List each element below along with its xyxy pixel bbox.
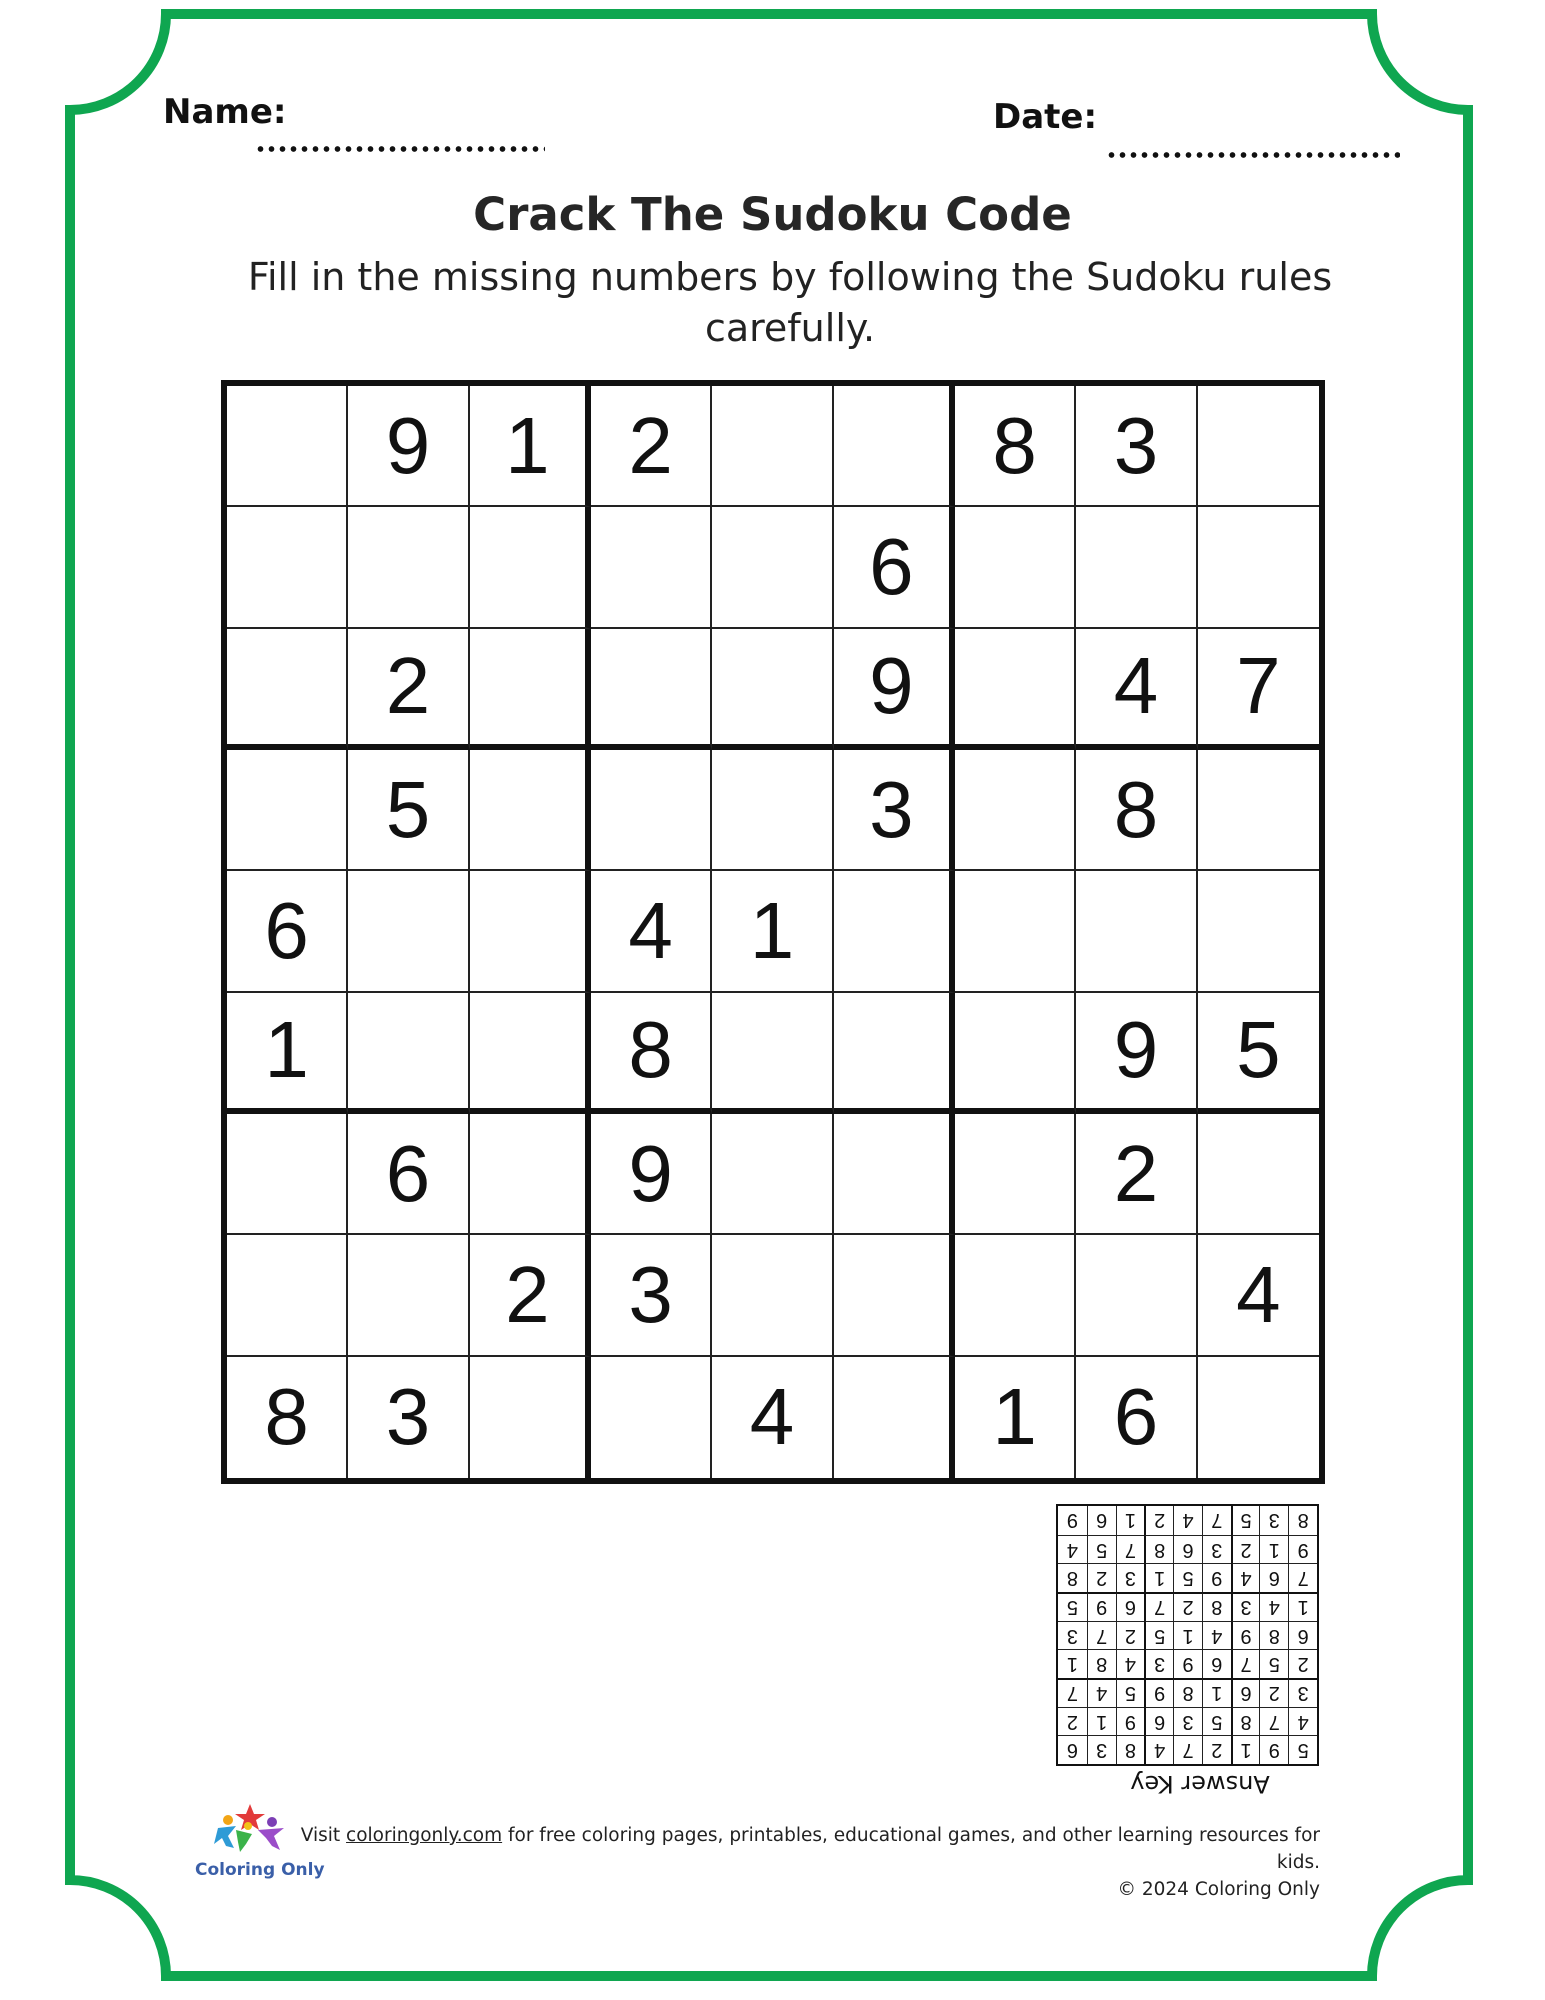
sudoku-cell-r7c5[interactable]	[712, 1114, 833, 1235]
answer-key-cell-r6c8: 9	[1087, 1592, 1116, 1621]
answer-key-cell-r1c7: 8	[1116, 1735, 1145, 1764]
answer-key-cell-r4c4: 6	[1202, 1649, 1231, 1678]
answer-key-cell-r6c1: 1	[1288, 1592, 1317, 1621]
answer-key-cell-r9c3: 5	[1231, 1506, 1260, 1535]
sudoku-cell-r4c1[interactable]	[227, 750, 348, 871]
sudoku-cell-r2c8[interactable]	[1076, 507, 1197, 628]
sudoku-cell-r4c9[interactable]	[1198, 750, 1319, 871]
sudoku-cell-r5c5[interactable]: 1	[712, 871, 833, 992]
logo-text: Coloring Only	[195, 1860, 325, 1880]
sudoku-cell-r6c4[interactable]: 8	[591, 993, 712, 1114]
sudoku-cell-r2c6[interactable]: 6	[834, 507, 955, 628]
sudoku-cell-r4c2[interactable]: 5	[348, 750, 469, 871]
answer-key-cell-r8c7: 7	[1116, 1535, 1145, 1564]
answer-key-cell-r8c9: 4	[1058, 1535, 1087, 1564]
sudoku-cell-r5c6[interactable]	[834, 871, 955, 992]
sudoku-cell-r3c1[interactable]	[227, 629, 348, 750]
answer-key-cell-r6c7: 6	[1116, 1592, 1145, 1621]
sudoku-cell-r9c9[interactable]	[1198, 1357, 1319, 1478]
answer-key-cell-r3c6: 9	[1144, 1678, 1173, 1707]
sudoku-cell-r5c1[interactable]: 6	[227, 871, 348, 992]
answer-key-cell-r5c2: 8	[1259, 1621, 1288, 1650]
answer-key-cell-r1c4: 2	[1202, 1735, 1231, 1764]
sudoku-cell-r3c2[interactable]: 2	[348, 629, 469, 750]
answer-key-cell-r1c2: 9	[1259, 1735, 1288, 1764]
copyright: © 2024 Coloring Only	[1117, 1879, 1320, 1900]
answer-key-cell-r3c3: 6	[1231, 1678, 1260, 1707]
sudoku-cell-r1c3[interactable]: 1	[470, 386, 591, 507]
footer-visit-line: Visit coloringonly.com for free coloring pages, printables, educational games, and other learning resources for kids.	[300, 1825, 1320, 1873]
answer-key-cell-r3c4: 1	[1202, 1678, 1231, 1707]
answer-key-cell-r5c6: 5	[1144, 1621, 1173, 1650]
answer-key-cell-r2c8: 1	[1087, 1707, 1116, 1736]
sudoku-cell-r8c1[interactable]	[227, 1235, 348, 1356]
answer-key	[1056, 1504, 1319, 1766]
sudoku-cell-r1c7[interactable]: 8	[955, 386, 1076, 507]
answer-key-cell-r4c8: 8	[1087, 1649, 1116, 1678]
answer-key-cell-r4c9: 1	[1058, 1649, 1087, 1678]
name-line[interactable]	[255, 144, 545, 154]
sudoku-cell-r5c4[interactable]: 4	[591, 871, 712, 992]
answer-key-cell-r2c9: 2	[1058, 1707, 1087, 1736]
answer-key-cell-r6c4: 8	[1202, 1592, 1231, 1621]
date-line[interactable]	[1106, 150, 1400, 160]
sudoku-cell-r9c2[interactable]: 3	[348, 1357, 469, 1478]
sudoku-cell-r7c3[interactable]	[470, 1114, 591, 1235]
sudoku-cell-r3c5[interactable]	[712, 629, 833, 750]
sudoku-cell-r4c3[interactable]	[470, 750, 591, 871]
answer-key-cell-r2c4: 5	[1202, 1707, 1231, 1736]
sudoku-cell-r3c8[interactable]: 4	[1076, 629, 1197, 750]
sudoku-cell-r7c2[interactable]: 6	[348, 1114, 469, 1235]
sudoku-cell-r9c7[interactable]: 1	[955, 1357, 1076, 1478]
sudoku-cell-r2c5[interactable]	[712, 507, 833, 628]
answer-key-cell-r9c1: 8	[1288, 1506, 1317, 1535]
answer-key-cell-r6c9: 5	[1058, 1592, 1087, 1621]
answer-key-cell-r9c7: 1	[1116, 1506, 1145, 1535]
sudoku-cell-r6c8[interactable]: 9	[1076, 993, 1197, 1114]
answer-key-cell-r4c1: 2	[1288, 1649, 1317, 1678]
answer-key-cell-r1c5: 7	[1173, 1735, 1202, 1764]
sudoku-cell-r7c9[interactable]	[1198, 1114, 1319, 1235]
answer-key-cell-r5c3: 9	[1231, 1621, 1260, 1650]
page-title: Crack The Sudoku Code	[473, 188, 1072, 241]
sudoku-cell-r9c6[interactable]	[834, 1357, 955, 1478]
sudoku-cell-r8c8[interactable]	[1076, 1235, 1197, 1356]
sudoku-cell-r8c9[interactable]: 4	[1198, 1235, 1319, 1356]
sudoku-cell-r1c4[interactable]: 2	[591, 386, 712, 507]
sudoku-cell-r9c8[interactable]: 6	[1076, 1357, 1197, 1478]
sudoku-cell-r8c2[interactable]	[348, 1235, 469, 1356]
answer-key-cell-r3c7: 5	[1116, 1678, 1145, 1707]
answer-key-cell-r5c7: 2	[1116, 1621, 1145, 1650]
answer-key-cell-r2c6: 6	[1144, 1707, 1173, 1736]
sudoku-cell-r6c6[interactable]	[834, 993, 955, 1114]
answer-key-cell-r5c9: 3	[1058, 1621, 1087, 1650]
answer-key-grid	[1056, 1504, 1319, 1766]
sudoku-cell-r8c5[interactable]	[712, 1235, 833, 1356]
answer-key-cell-r9c5: 4	[1173, 1506, 1202, 1535]
answer-key-cell-r8c6: 8	[1144, 1535, 1173, 1564]
answer-key-cell-r2c1: 4	[1288, 1707, 1317, 1736]
sudoku-cell-r7c8[interactable]: 2	[1076, 1114, 1197, 1235]
answer-key-cell-r8c4: 3	[1202, 1535, 1231, 1564]
sudoku-cell-r8c4[interactable]: 3	[591, 1235, 712, 1356]
answer-key-cell-r1c8: 3	[1087, 1735, 1116, 1764]
sudoku-cell-r6c2[interactable]	[348, 993, 469, 1114]
answer-key-cell-r6c6: 7	[1144, 1592, 1173, 1621]
sudoku-cell-r4c4[interactable]	[591, 750, 712, 871]
answer-key-cell-r4c3: 7	[1231, 1649, 1260, 1678]
site-link[interactable]: coloringonly.com	[346, 1825, 503, 1846]
sudoku-cell-r4c6[interactable]: 3	[834, 750, 955, 871]
sudoku-cell-r7c6[interactable]	[834, 1114, 955, 1235]
sudoku-cell-r2c9[interactable]	[1198, 507, 1319, 628]
sudoku-cell-r5c9[interactable]	[1198, 871, 1319, 992]
name-label: Name:	[163, 92, 287, 132]
sudoku-cell-r4c8[interactable]: 8	[1076, 750, 1197, 871]
answer-key-cell-r6c2: 4	[1259, 1592, 1288, 1621]
answer-key-cell-r1c1: 5	[1288, 1735, 1317, 1764]
sudoku-cell-r3c9[interactable]: 7	[1198, 629, 1319, 750]
answer-key-cell-r9c2: 3	[1259, 1506, 1288, 1535]
sudoku-cell-r2c1[interactable]	[227, 507, 348, 628]
sudoku-cell-r7c7[interactable]	[955, 1114, 1076, 1235]
instructions: Fill in the missing numbers by following the Sudoku rules carefully.	[247, 255, 1333, 350]
answer-key-cell-r7c8: 2	[1087, 1563, 1116, 1592]
answer-key-cell-r5c8: 7	[1087, 1621, 1116, 1650]
sudoku-cell-r5c7[interactable]	[955, 871, 1076, 992]
answer-key-cell-r4c7: 4	[1116, 1649, 1145, 1678]
answer-key-cell-r2c5: 3	[1173, 1707, 1202, 1736]
sudoku-cell-r5c8[interactable]	[1076, 871, 1197, 992]
answer-key-cell-r7c5: 5	[1173, 1563, 1202, 1592]
answer-key-cell-r7c9: 8	[1058, 1563, 1087, 1592]
answer-key-cell-r4c5: 9	[1173, 1649, 1202, 1678]
answer-key-cell-r7c6: 1	[1144, 1563, 1173, 1592]
answer-key-cell-r1c6: 4	[1144, 1735, 1173, 1764]
sudoku-cell-r1c1[interactable]	[227, 386, 348, 507]
sudoku-cell-r2c7[interactable]	[955, 507, 1076, 628]
sudoku-cell-r1c6[interactable]	[834, 386, 955, 507]
answer-key-cell-r7c1: 7	[1288, 1563, 1317, 1592]
answer-key-cell-r3c8: 4	[1087, 1678, 1116, 1707]
answer-key-cell-r1c3: 1	[1231, 1735, 1260, 1764]
sudoku-cell-r8c3[interactable]: 2	[470, 1235, 591, 1356]
sudoku-cell-r8c7[interactable]	[955, 1235, 1076, 1356]
sudoku-cell-r9c3[interactable]	[470, 1357, 591, 1478]
answer-key-cell-r2c3: 8	[1231, 1707, 1260, 1736]
sudoku-cell-r2c4[interactable]	[591, 507, 712, 628]
answer-key-cell-r4c6: 3	[1144, 1649, 1173, 1678]
answer-key-cell-r3c1: 3	[1288, 1678, 1317, 1707]
date-label: Date:	[993, 97, 1098, 137]
sudoku-cell-r3c6[interactable]: 9	[834, 629, 955, 750]
answer-key-cell-r8c2: 1	[1259, 1535, 1288, 1564]
sudoku-cell-r5c2[interactable]	[348, 871, 469, 992]
answer-key-cell-r5c4: 4	[1202, 1621, 1231, 1650]
sudoku-cell-r1c5[interactable]	[712, 386, 833, 507]
sudoku-cell-r3c4[interactable]	[591, 629, 712, 750]
sudoku-cell-r1c9[interactable]	[1198, 386, 1319, 507]
answer-key-cell-r9c9: 9	[1066, 1509, 1078, 1532]
answer-key-cell-r1c9: 6	[1058, 1735, 1087, 1764]
sudoku-cell-r7c1[interactable]	[227, 1114, 348, 1235]
answer-key-cell-r3c2: 2	[1259, 1678, 1288, 1707]
sudoku-cell-r7c4[interactable]: 9	[591, 1114, 712, 1235]
answer-key-cell-r7c4: 9	[1202, 1563, 1231, 1592]
answer-key-cell-r9c6: 2	[1144, 1506, 1173, 1535]
answer-key-cell-r2c2: 7	[1259, 1707, 1288, 1736]
sudoku-cell-r3c3[interactable]	[470, 629, 591, 750]
answer-key-cell-r6c3: 3	[1231, 1592, 1260, 1621]
sudoku-grid	[221, 380, 1325, 1484]
answer-key-cell-r7c3: 4	[1231, 1563, 1260, 1592]
sudoku-cell-r6c3[interactable]	[470, 993, 591, 1114]
sudoku-cell-r1c8[interactable]: 3	[1076, 386, 1197, 507]
sudoku-cell-r1c2[interactable]: 9	[348, 386, 469, 507]
answer-key-cell-r9c8: 6	[1087, 1506, 1116, 1535]
sudoku-cell-r6c7[interactable]	[955, 993, 1076, 1114]
sudoku-cell-r9c5[interactable]: 4	[712, 1357, 833, 1478]
sudoku-cell-r8c6[interactable]	[834, 1235, 955, 1356]
answer-key-label: Answer Key	[1130, 1770, 1270, 1798]
answer-key-cell-r4c2: 5	[1259, 1649, 1288, 1678]
sudoku-cell-r3c7[interactable]	[955, 629, 1076, 750]
sudoku-cell-r2c2[interactable]	[348, 507, 469, 628]
sudoku-cell-r9c1[interactable]: 8	[227, 1357, 348, 1478]
sudoku-cell-r9c4[interactable]	[591, 1357, 712, 1478]
answer-key-cell-r6c5: 2	[1173, 1592, 1202, 1621]
answer-key-cell-r9c4: 7	[1202, 1506, 1231, 1535]
sudoku-cell-r4c5[interactable]	[712, 750, 833, 871]
answer-key-cell-r5c5: 1	[1173, 1621, 1202, 1650]
sudoku-cell-r6c9[interactable]: 5	[1198, 993, 1319, 1114]
answer-key-cell-r8c5: 6	[1173, 1535, 1202, 1564]
answer-key-cell-r8c8: 5	[1087, 1535, 1116, 1564]
answer-key-cell-r8c3: 2	[1231, 1535, 1260, 1564]
sudoku-cell-r2c3[interactable]	[470, 507, 591, 628]
sudoku-cell-r6c1[interactable]: 1	[227, 993, 348, 1114]
answer-key-cell-r8c1: 9	[1288, 1535, 1317, 1564]
answer-key-cell-r7c2: 6	[1259, 1563, 1288, 1592]
answer-key-cell-r3c5: 8	[1173, 1678, 1202, 1707]
answer-key-cell-r7c7: 3	[1116, 1563, 1145, 1592]
sudoku-cell-r6c5[interactable]	[712, 993, 833, 1114]
sudoku-cell-r5c3[interactable]	[470, 871, 591, 992]
footer	[290, 1822, 1320, 1903]
answer-key-cell-r5c1: 6	[1288, 1621, 1317, 1650]
sudoku-cell-r4c7[interactable]	[955, 750, 1076, 871]
answer-key-cell-r3c9: 7	[1058, 1678, 1087, 1707]
answer-key-cell-r2c7: 9	[1116, 1707, 1145, 1736]
